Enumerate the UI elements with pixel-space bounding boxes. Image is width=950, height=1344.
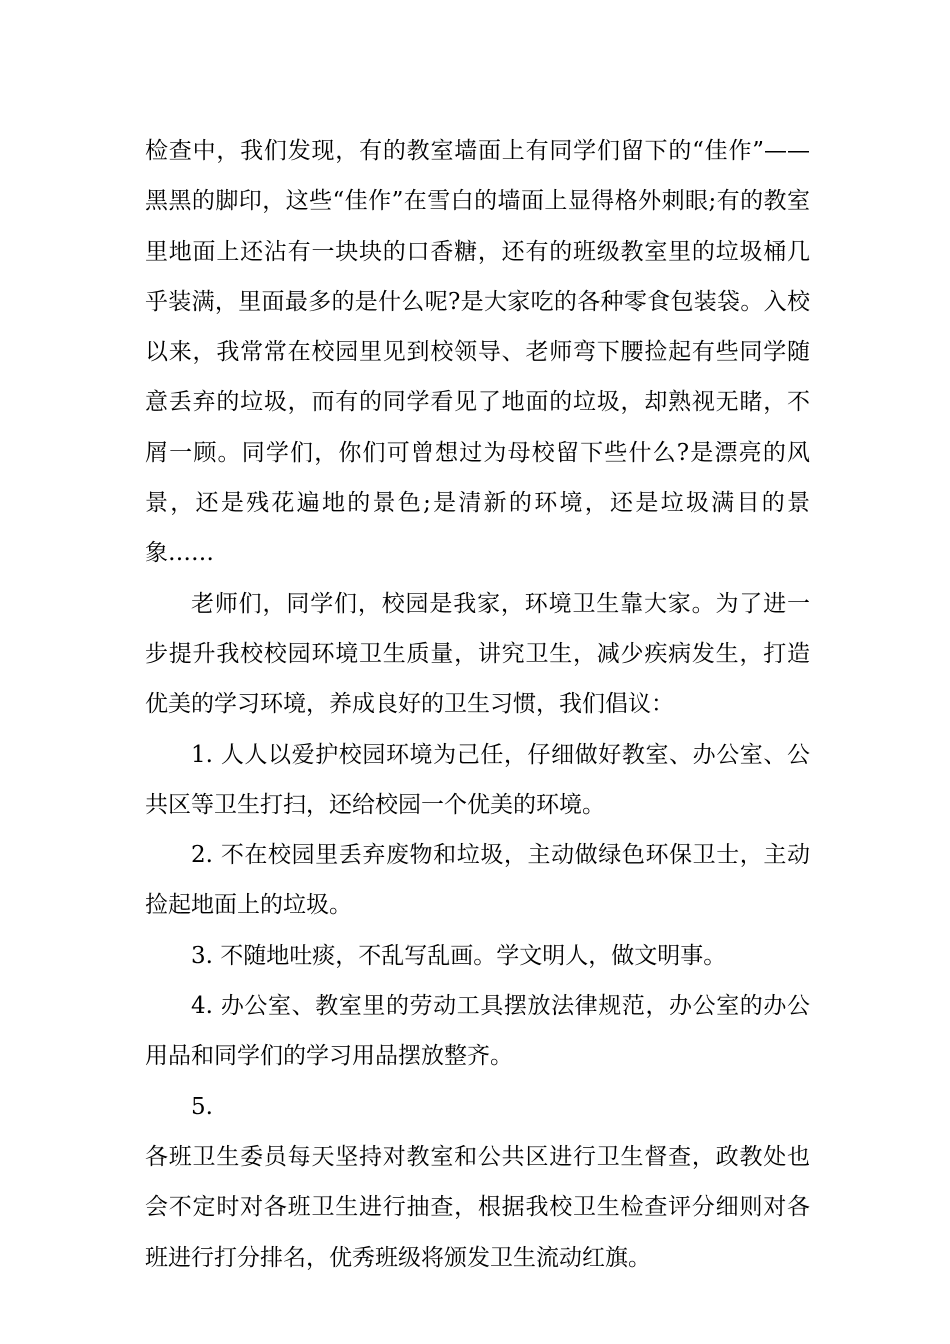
list-item-1: 1. 人人以爱护校园环境为己任，仔细做好教室、办公室、公共区等卫生打扫，还给校园一个优美的环境。 [145,741,810,818]
list-item-5-text: 各班卫生委员每天坚持对教室和公共区进行卫生督查，政教处也会不定时对各班卫生进行抽查，根据我校卫生检查评分细则对各班进行打分排名，优秀班级将颁发卫生流动红旗。 [145,1143,810,1271]
paragraph-inspection-findings: 检查中，我们发现，有的教室墙面上有同学们留下的“佳作”——黑黑的脚印，这些“佳作”在雪白的墙面上显得格外刺眼;有的教室里地面上还沾有一块块的口香糖，还有的班级教室里的垃圾桶几乎装满，里面最多的是什么呢?是大家吃的各种零食包装袋。入校以来，我常常在校园里见到校领导、老师弯下腰捡起有些同学随意丢弃的垃圾，而有的同学看见了地面的垃圾，却熟视无睹，不屑一顾。同学们，你们可曾想过为母校留下些什么?是漂亮的风景，还是残花遍地的景色;是清新的环境，还是垃圾满目的景象…… [145,138,810,567]
document-body [145,126,810,1283]
paragraph-appeal-intro: 老师们，同学们，校园是我家，环境卫生靠大家。为了进一步提升我校校园环境卫生质量，讲究卫生，减少疾病发生，打造优美的学习环境，养成良好的卫生习惯，我们倡议： [145,590,810,718]
list-item-3: 3. 不随地吐痰，不乱写乱画。学文明人，做文明事。 [191,942,727,969]
list-item-2: 2. 不在校园里丢弃废物和垃圾，主动做绿色环保卫士，主动捡起地面上的垃圾。 [145,842,810,919]
list-item-5-number: 5. [191,1093,213,1120]
list-item-4: 4. 办公室、教室里的劳动工具摆放法律规范，办公室的办公用品和同学们的学习用品摆放整齐。 [145,993,810,1070]
